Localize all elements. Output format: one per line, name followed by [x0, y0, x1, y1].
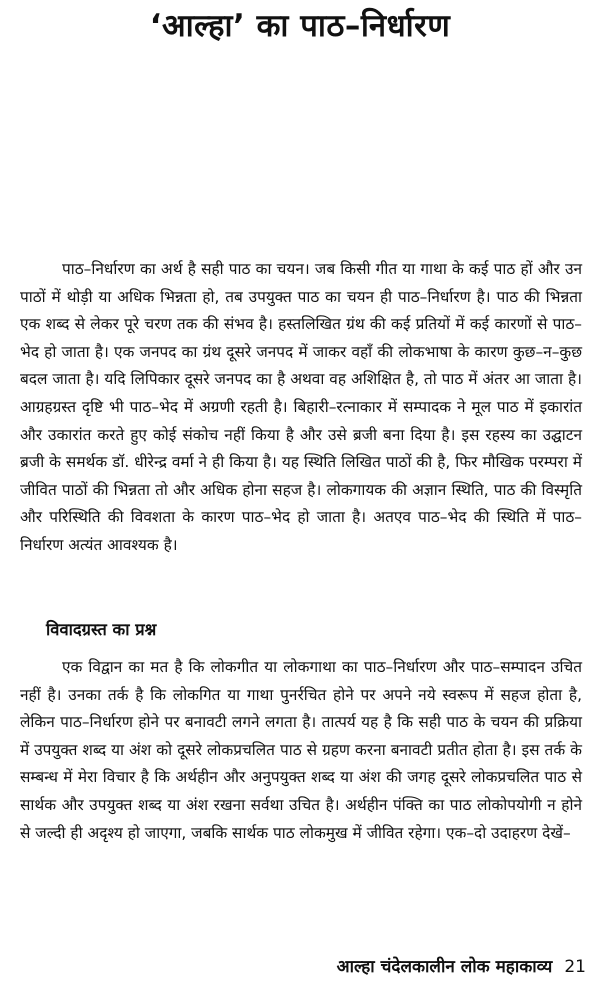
- running-book-title: आल्हा चंदेलकालीन लोक महाकाव्य: [336, 957, 553, 977]
- section-subheading: विवादग्रस्त का प्रश्न: [46, 620, 157, 639]
- paragraph-1: पाठ–निर्धारण का अर्थ है सही पाठ का चयन। जब किसी गीत या गाथा के कई पाठ हों और उन पाठों में थोड़ी या अधिक भिन्नता हो, तब उपयुक्त पाठ का चयन ही पाठ–निर्धारण है। पाठ की भिन्नता एक शब्द से लेकर पूरे चरण तक की संभव है। हस्तलिखित ग्रंथ की कई प्रतियों में कई कारणों से पाठ–भेद हो जाता है। एक जनपद का ग्रंथ दूसरे जनपद में जाकर वहाँ की लोकभाषा के कारण कुछ–न–कुछ बदल जाता है। यदि लिपिकार दूसरे जनपद का है अथवा वह अशिक्षित है, तो पाठ में अंतर आ जाता है। आग्रहग्रस्त दृष्टि भी पाठ–भेद में अग्रणी रहती है। बिहारी–रत्नाकार में सम्पादक ने मूल पाठ में इकारांत और उकारांत करते हुए कोई संकोच नहीं किया है और उसे ब्रजी बना दिया है। इस रहस्य का उद्घाटन ब्रजी के समर्थक डॉ. धीरेन्द्र वर्मा ने ही किया है। यह स्थिति लिखित पाठों की है, फिर मौखिक परम्परा में जीवित पाठों की भिन्नता तो और अधिक होना सहज है। लोकगायक की अज्ञान स्थिति, पाठ की विस्मृति और परिस्थिति की विवशता के कारण पाठ–भेद हो जाता है। अतएव पाठ–भेद की स्थिति में पाठ–निर्धारण अत्यंत आवश्यक है।: [20, 260, 582, 554]
- paragraph-block: [20, 256, 582, 560]
- chapter-title: ‘आल्हा’ का पाठ–निर्धारण: [149, 8, 451, 44]
- page-number: 21: [564, 957, 586, 977]
- paragraph-2: एक विद्वान का मत है कि लोकगीत या लोकगाथा का पाठ–निर्धारण और पाठ–सम्पादन उचित नहीं है। उनका तर्क है कि लोकगित या गाथा पुनर्रचित होने पर अपने नये स्वरूप में सहज होता है, लेकिन पाठ–निर्धारण होने पर बनावटी लगने लगता है। तात्पर्य यह है कि सही पाठ के चयन की प्रक्रिया में उपयुक्त शब्द या अंश को दूसरे लोकप्रचलित पाठ से ग्रहण करना बनावटी प्रतीत होता है। इस तर्क के सम्बन्ध में मेरा विचार है कि अर्थहीन और अनुपयुक्त शब्द या अंश की जगह दूसरे लोकप्रचलित पाठ से सार्थक और उपयुक्त शब्द या अंश रखना सर्वथा उचित है। अर्थहीन पंक्ति का पाठ लोकोपयोगी न होने से जल्दी ही अदृश्य हो जाएगा, जबकि सार्थक पाठ लोकमुख में जीवित रहेगा। एक–दो उदाहरण देखें–: [20, 658, 582, 842]
- paragraph-block: [20, 654, 582, 847]
- page-footer: [337, 955, 586, 979]
